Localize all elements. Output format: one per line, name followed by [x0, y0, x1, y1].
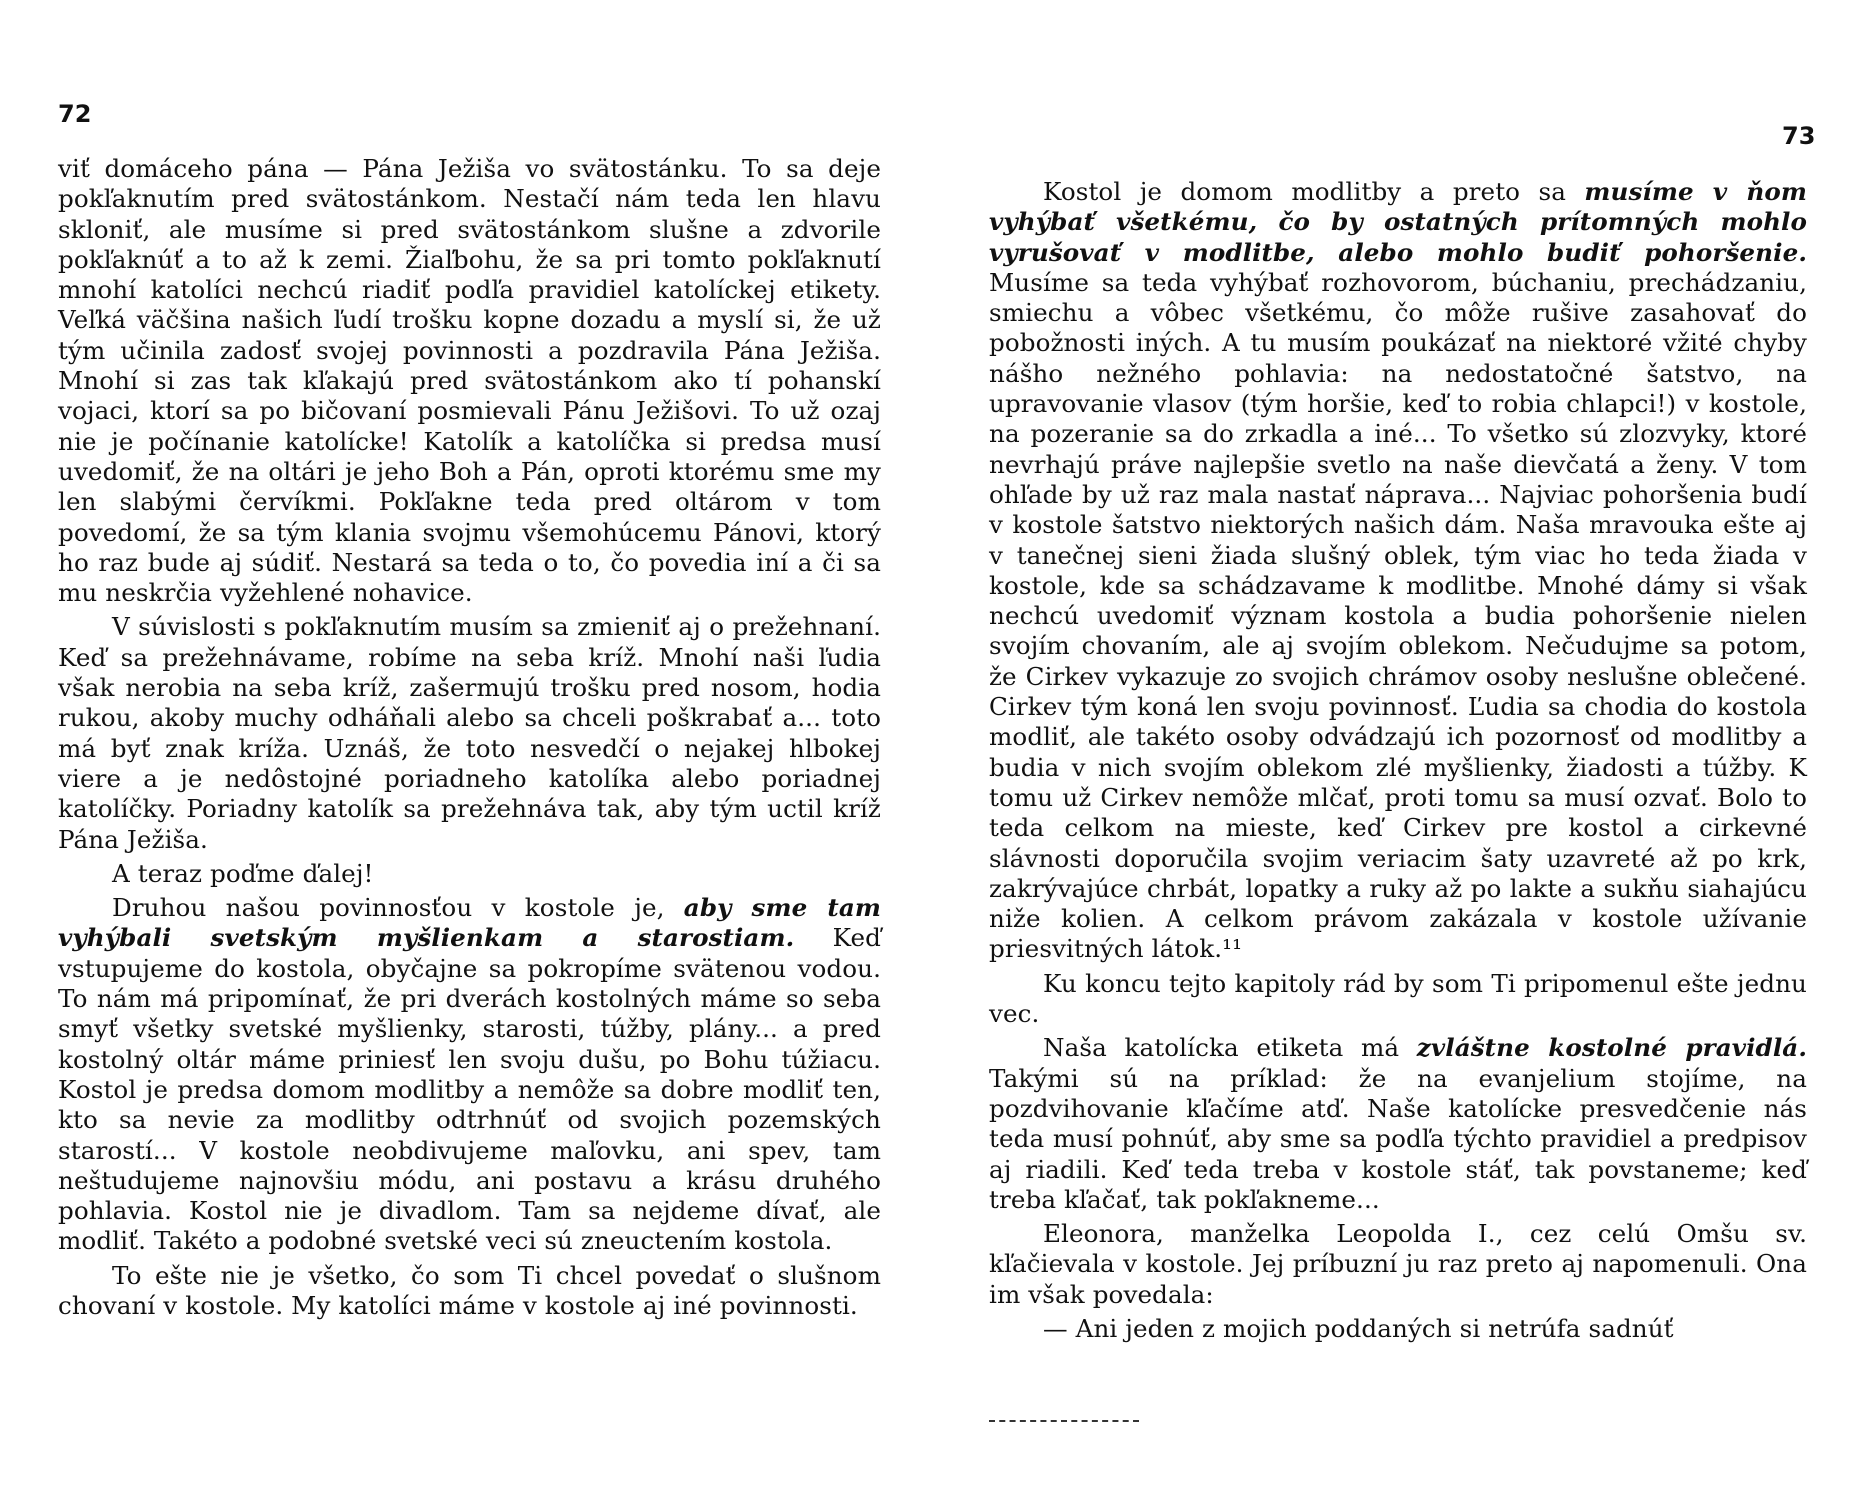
page-number-right: 73	[1782, 122, 1816, 150]
emphasized-text: aby sme tam vyhýbali svetským myšlienkam a starostiam.	[58, 893, 881, 953]
paragraph	[989, 1219, 1807, 1310]
text-run: Eleonora, manželka Leopolda I., cez celú Omšu sv. kľačievala v kostole. Jej príbuzní ju raz preto aj napomenuli. Ona im však povedala:	[989, 1219, 1807, 1309]
text-run: Kostol je domom modlitby a preto sa	[1043, 177, 1585, 206]
text-run: Druhou našou povinnosťou v kostole je,	[112, 893, 684, 923]
text-run: To ešte nie je všetko, čo som Ti chcel povedať o slušnom chovaní v kostole. My katolíci máme v kostole aj iné povinnosti.	[58, 1260, 881, 1320]
paragraph	[58, 612, 881, 854]
left-page-text	[58, 154, 881, 1325]
paragraph	[58, 859, 881, 889]
emphasized-text: musíme v ňom vyhýbať všetkému, čo by ostatných prítomných mohlo vyrušovať v modlitbe, alebo mohlo budiť pohoršenie.	[989, 177, 1807, 267]
text-run: Musíme sa teda vyhýbať rozhovorom, búchaniu, prechádzaniu, smiechu a vôbec všetkému, čo môže rušive zasahovať do pobožnosti iných. A tu musím poukázať na niektoré vžité chyby nášho nežného pohlavia: na nedostatočné šatstvo, na upravovanie vlasov (tým horšie, keď to robia chlapci!) v kostole, na pozeranie sa do zrkadla a iné... To všetko sú zlozvyky, ktoré nevrhajú práve najlepšie svetlo na naše dievčatá a ženy. V tom ohľade by už raz mala nastať náprava... Najviac pohoršenia budí v kostole šatstvo niektorých našich dám. Naša mravouka ešte aj v tanečnej sieni žiada slušný oblek, tým viac ho teda žiada v kostole, kde sa schádzavame k modlitbe. Mnohé dámy si však nechcú uvedomiť význam kostola a budia pohoršenie nielen svojím chovaním, ale aj svojím oblekom. Nečudujme sa potom, že Cirkev vykazuje zo svojich chrámov osoby neslušne oblečené. Cirkev tým koná len svoju povinnosť. Ľudia sa chodia do kostola modliť, ale takéto osoby odvádzajú ich pozornosť od modlitby a budia v nich svojím oblekom zlé myšlienky, žiadosti a túžby. K tomu už Cirkev nemôže mlčať, proti tomu sa musí ozvať. Bolo to teda celkom na mieste, keď Cirkev pre kostol a cirkevné slávnosti doporučila svojim veriacim šaty uzavreté až po krk, zakrývajúce chrbát, lopatky a ruky až po lakte a sukňu siahajúcu niže kolien. A celkom právom zakázala v kostole užívanie priesvitných látok.¹¹	[989, 267, 1807, 964]
text-run: Takými sú na príklad: že na evanjelium stojíme, na pozdvihovanie kľačíme atď. Naše katolícke presvedčenie nás teda musí pohnúť, aby sme sa podľa týchto pravidiel a predpisov aj riadili. Keď teda treba v kostole stáť, tak povstaneme; keď treba kľačať, tak pokľakneme...	[989, 1063, 1807, 1214]
right-page	[931, 0, 1862, 1500]
paragraph	[989, 1033, 1807, 1215]
paragraph	[989, 177, 1807, 965]
footnote-divider	[989, 1420, 1139, 1422]
text-run: Keď vstupujeme do kostola, obyčajne sa pokropíme svätenou vodou. To nám má pripomínať, že pri dverách kostolných máme so seba smyť všetky svetské myšlienky, starosti, túžby, plány... a pred kostolný oltár máme priniesť len svoju dušu, po Bohu túžiacu. Kostol je predsa domom modlitby a nemôže sa dobre modliť ten, kto sa nevie za modlitby odtrhnúť od svojich pozemských starostí... V kostole neobdivujeme maľovku, ani spev, tam neštudujeme najnovšiu módu, ani postavu a krásu druhého pohlavia. Kostol nie je divadlom. Tam sa nejdeme dívať, ale modliť. Takéto a podobné svetské veci sú zneuctením kostola.	[58, 923, 881, 1256]
text-run: Naša katolícka etiketa má	[1043, 1033, 1417, 1063]
text-run: V súvislosti s pokľaknutím musím sa zmieniť aj o prežehnaní. Keď sa prežehnávame, robíme na seba kríž. Mnohí naši ľudia však nerobia na seba kríž, zašermujú trošku pred nosom, hodia rukou, akoby muchy odháňali alebo sa chceli poškrabať a... toto má byť znak kríža. Uznáš, že toto nesvedčí o nejakej hlbokej viere a je nedôstojné poriadneho katolíka alebo poriadnej katolíčky. Poriadny katolík sa prežehnáva tak, aby tým uctil kríž Pána Ježiša.	[58, 612, 881, 854]
paragraph	[58, 1261, 881, 1322]
paragraph	[989, 969, 1807, 1030]
text-run: — Ani jeden z mojich poddaných si netrúfa sadnúť	[1043, 1313, 1674, 1343]
paragraph	[989, 1314, 1807, 1344]
page-number-left: 72	[58, 100, 92, 128]
text-run: A teraz poďme ďalej!	[112, 858, 374, 888]
text-run: Ku koncu tejto kapitoly rád by som Ti pripomenul ešte jednu vec.	[989, 968, 1807, 1029]
right-page-text	[989, 177, 1807, 1348]
text-run: viť domáceho pána — Pána Ježiša vo svätostánku. To sa deje pokľaknutím pred svätostánkom. Nestačí nám teda len hlavu skloniť, ale musíme si pred svätostánkom slušne a zdvorile pokľaknúť a to až k zemi. Žiaľbohu, že sa pri tomto pokľaknutí mnohí katolíci nechcú riadiť podľa pravidiel katolíckej etikety. Veľká väčšina našich ľudí trošku kopne dozadu a myslí si, že už tým učinila zadosť svojej povinnosti a pozdravila Pána Ježiša. Mnohí si zas tak kľakajú pred svätostánkom ako tí pohanskí vojaci, ktorí sa po bičovaní posmievali Pánu Ježišovi. To už ozaj nie je počínanie katolícke! Katolík a katolíčka si predsa musí uvedomiť, že na oltári je jeho Boh a Pán, oproti ktorému sme my len slabými červíkmi. Pokľakne teda pred oltárom v tom povedomí, že sa tým klania svojmu všemohúcemu Pánovi, ktorý ho raz bude aj súdiť. Nestará sa teda o to, čo povedia iní a či sa mu neskrčia vyžehlené nohavice.	[58, 154, 881, 608]
emphasized-text: zvláštne kostolné pravidlá.	[1416, 1033, 1807, 1063]
paragraph	[58, 154, 881, 608]
paragraph	[58, 893, 881, 1257]
